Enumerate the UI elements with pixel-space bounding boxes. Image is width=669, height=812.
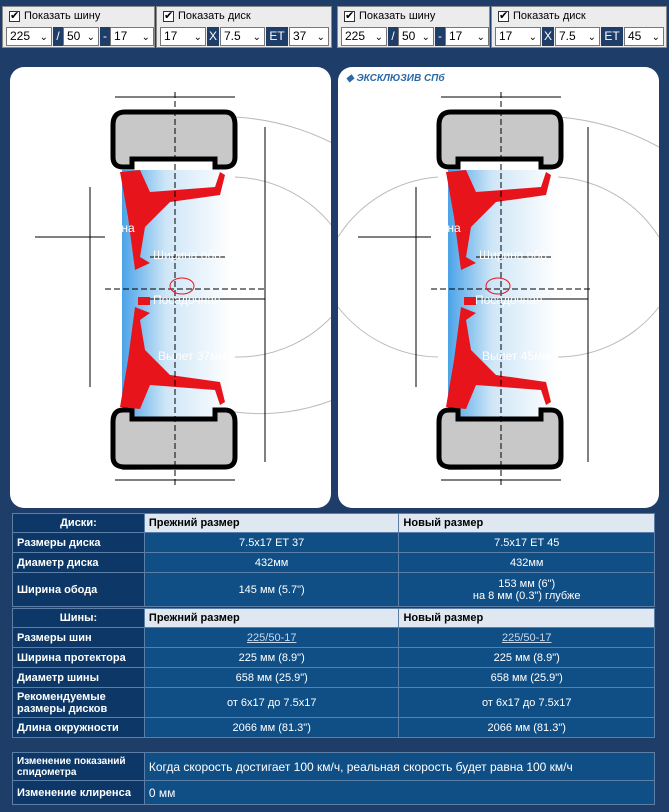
tires-table (12, 608, 655, 738)
speedometer-label: Изменение показаний спидометра (13, 753, 145, 781)
left-wheel-controls (156, 6, 332, 48)
seat-label: Посадочная (153, 293, 221, 307)
dash-separator: - (435, 27, 445, 46)
speedometer-value: Когда скорость достигает 100 км/ч, реальная скорость будет равна 100 км/ч (144, 753, 654, 781)
left-wheel-diagram (10, 67, 331, 508)
checkbox-icon (498, 11, 509, 22)
x-separator: X (207, 27, 219, 46)
right-tire-profile-select[interactable]: 50 ⌄ (398, 27, 434, 46)
et-label: ET (601, 27, 623, 46)
old-size-header: Прежний размер (144, 609, 399, 628)
right-show-wheel-checkbox[interactable]: ✔ Показать диск (498, 10, 586, 22)
chevron-down-icon: ⌄ (587, 32, 596, 43)
chevron-down-icon: ⌄ (39, 32, 48, 43)
right-show-tire-checkbox[interactable]: ✔ Показать шину (344, 10, 435, 22)
offset-label: Вылет 37мм (158, 349, 227, 363)
rim-width-label: Ширина обо (153, 248, 221, 262)
right-tire-diameter-select[interactable]: 17 ⌄ (445, 27, 489, 46)
left-offset-select[interactable]: 37 ⌄ (289, 27, 329, 46)
table-row: Ширина протектора 225 мм (8.9") 225 мм (8.9") (13, 648, 655, 668)
summary-table (12, 752, 655, 805)
right-offset-select[interactable]: 45 ⌄ (624, 27, 664, 46)
rim-width-label: Ширина обо (479, 248, 547, 262)
table-row: Диаметр шины 658 мм (25.9") 658 мм (25.9") (13, 668, 655, 688)
table-row (13, 781, 655, 805)
slash-separator: / (53, 27, 63, 46)
wheels-title: Диски: (13, 514, 145, 533)
checkbox-icon (344, 11, 355, 22)
et-label: ET (266, 27, 288, 46)
left-wheel-diameter-select[interactable]: 17 ⌄ (160, 27, 206, 46)
new-size-header: Новый размер (399, 514, 655, 533)
right-tire-controls (337, 6, 490, 48)
table-row: Рекомендуемые размеры дисков от 6x17 до 7.5x17 от 6x17 до 7.5x17 (13, 688, 655, 718)
wheel-cross-section (338, 67, 659, 508)
slash-separator: / (388, 27, 398, 46)
chevron-down-icon: ⌄ (651, 32, 660, 43)
chevron-down-icon: ⌄ (316, 32, 325, 43)
chevron-down-icon: ⌄ (86, 32, 95, 43)
old-size-header: Прежний размер (144, 514, 399, 533)
checkbox-icon (9, 11, 20, 22)
clearance-label: Изменение клиренса (13, 781, 145, 805)
chevron-down-icon: ⌄ (193, 32, 202, 43)
left-show-wheel-checkbox[interactable]: ✔ Показать диск (163, 10, 251, 22)
dash-separator: - (100, 27, 110, 46)
chevron-down-icon: ⌄ (476, 32, 485, 43)
left-wheel-width-select[interactable]: 7.5 ⌄ (220, 27, 265, 46)
x-separator: X (542, 27, 554, 46)
seat-label: Посадочная (475, 293, 543, 307)
right-wheel-diameter-select[interactable]: 17 ⌄ (495, 27, 541, 46)
table-row: Размеры шин 225/50-17 225/50-17 (13, 628, 655, 648)
chevron-down-icon: ⌄ (528, 32, 537, 43)
brand-logo: ◆ ЭКСКЛЮЗИВ СПб (346, 73, 445, 84)
right-wheel-diagram (338, 67, 659, 508)
tires-title: Шины: (13, 609, 145, 628)
checkbox-icon (163, 11, 174, 22)
clearance-value: 0 мм (144, 781, 654, 805)
table-row (13, 753, 655, 781)
table-row: Размеры диска 7.5x17 ET 37 7.5x17 ET 45 (13, 533, 655, 553)
left-show-tire-checkbox[interactable]: ✔ Показать шину (9, 10, 100, 22)
left-tire-width-select[interactable]: 225 ⌄ (6, 27, 52, 46)
chevron-down-icon: ⌄ (252, 32, 261, 43)
table-row: Диаметр диска 432мм 432мм (13, 553, 655, 573)
crown-label: рона (108, 221, 135, 235)
left-tire-controls (2, 6, 155, 48)
chevron-down-icon: ⌄ (141, 32, 150, 43)
old-tire-size-link[interactable]: 225/50-17 (144, 628, 399, 648)
right-wheel-controls (491, 6, 667, 48)
wheel-cross-section (10, 67, 331, 508)
crown-label: рона (434, 221, 461, 235)
left-tire-diameter-select[interactable]: 17 ⌄ (110, 27, 154, 46)
table-row: Ширина обода 145 мм (5.7") 153 мм (6") на 8 мм (0.3") глубже (13, 573, 655, 607)
chevron-down-icon: ⌄ (421, 32, 430, 43)
left-tire-profile-select[interactable]: 50 ⌄ (63, 27, 99, 46)
right-tire-width-select[interactable]: 225 ⌄ (341, 27, 387, 46)
offset-label: Вылет 45мм (482, 349, 551, 363)
right-wheel-width-select[interactable]: 7.5 ⌄ (555, 27, 600, 46)
new-size-header: Новый размер (399, 609, 655, 628)
new-tire-size-link[interactable]: 225/50-17 (399, 628, 655, 648)
table-row: Длина окружности 2066 мм (81.3") 2066 мм (81.3") (13, 718, 655, 738)
chevron-down-icon: ⌄ (374, 32, 383, 43)
wheels-table (12, 513, 655, 607)
